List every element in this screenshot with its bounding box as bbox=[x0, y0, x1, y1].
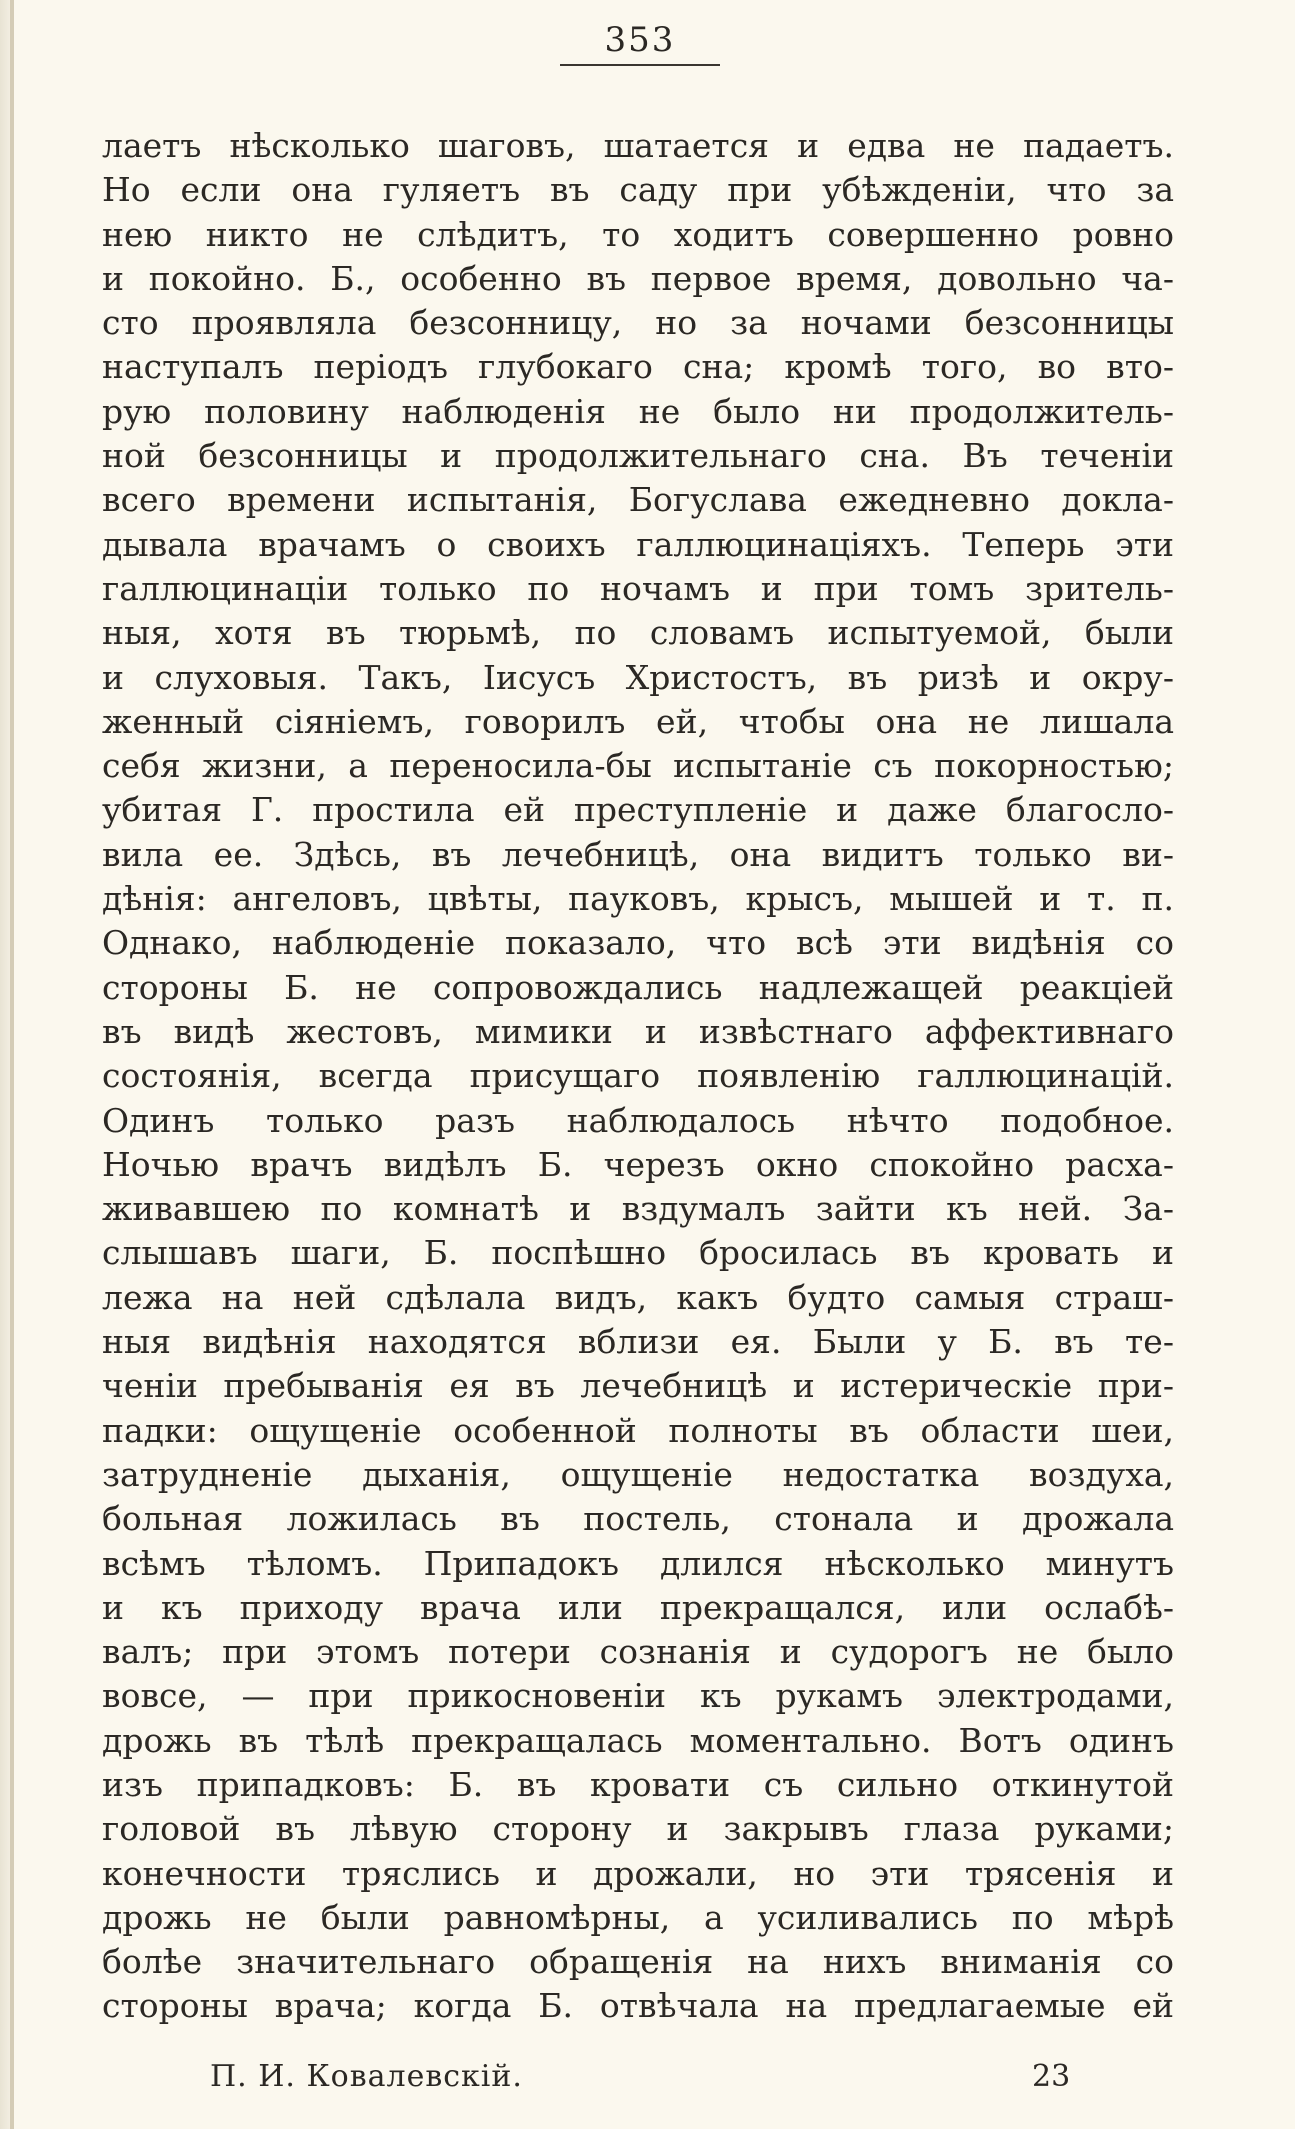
text-line: ныя, хотя въ тюрьмѣ, по словамъ испытуемой, были bbox=[102, 613, 1174, 653]
text-line: ченіи пребыванія ея въ лечебницѣ и истерическіе при- bbox=[102, 1366, 1174, 1406]
text-line: ной безсонницы и продолжительнаго сна. Въ теченіи bbox=[102, 436, 1174, 476]
text-line: затрудненіе дыханія, ощущеніе недостатка воздуха, bbox=[102, 1454, 1174, 1494]
text-line: болѣе значительнаго обращенія на нихъ вниманія со bbox=[102, 1942, 1174, 1982]
text-line: дывала врачамъ о своихъ галлюцинаціяхъ. Теперь эти bbox=[102, 524, 1174, 564]
text-line: лаетъ нѣсколько шаговъ, шатается и едва не падаетъ. bbox=[102, 126, 1174, 165]
text-line: женный сіяніемъ, говорилъ ей, чтобы она не лишала bbox=[102, 701, 1174, 741]
text-line: всего времени испытанія, Богуслава ежедневно докла- bbox=[102, 480, 1174, 520]
text-line: Ночью врачъ видѣлъ Б. черезъ окно спокойно расха- bbox=[102, 1144, 1174, 1184]
text-line: въ видѣ жестовъ, мимики и извѣстнаго аффективнаго bbox=[102, 1011, 1174, 1051]
text-line: дрожь въ тѣлѣ прекращалась моментально. Вотъ одинъ bbox=[102, 1720, 1174, 1760]
page-footer bbox=[210, 2055, 1110, 2099]
text-line: больная ложилась въ постель, стонала и дрожала bbox=[102, 1499, 1174, 1539]
text-line: лежа на ней сдѣлала видъ, какъ будто самыя страш- bbox=[102, 1277, 1174, 1317]
text-line: стороны Б. не сопровождались надлежащей реакціей bbox=[102, 967, 1174, 1007]
text-line: нею никто не слѣдитъ, то ходитъ совершенно ровно bbox=[102, 214, 1174, 254]
text-line: всѣмъ тѣломъ. Припадокъ длился нѣсколько минутъ bbox=[102, 1543, 1174, 1583]
footer-author: П. И. Ковалевскій. bbox=[210, 2059, 523, 2094]
text-line: ныя видѣнія находятся вблизи ея. Были у Б. въ те- bbox=[102, 1322, 1174, 1362]
text-line: сто проявляла безсонницу, но за ночами безсонницы bbox=[102, 303, 1174, 343]
text-line: слышавъ шаги, Б. поспѣшно бросилась въ кровать и bbox=[102, 1233, 1174, 1273]
text-line: и къ приходу врача или прекращался, или ослабѣ- bbox=[102, 1587, 1174, 1627]
signature-mark: 23 bbox=[1032, 2059, 1071, 2094]
text-line: Однако, наблюденіе показало, что всѣ эти видѣнія со bbox=[102, 923, 1174, 963]
page-number: 353 bbox=[560, 20, 720, 66]
text-line: валъ; при этомъ потери сознанія и судорогъ не было bbox=[102, 1632, 1174, 1672]
text-line: себя жизни, а переносила-бы испытаніе съ покорностью; bbox=[102, 746, 1174, 786]
text-line: стороны врача; когда Б. отвѣчала на предлагаемые ей bbox=[102, 1986, 1174, 2026]
text-line: падки: ощущеніе особенной полноты въ области шеи, bbox=[102, 1410, 1174, 1450]
text-line: состоянія, всегда присущаго появленію галлюцинацій. bbox=[102, 1056, 1174, 1096]
text-line: головой въ лѣвую сторону и закрывъ глаза руками; bbox=[102, 1809, 1174, 1849]
text-line: рую половину наблюденія не было ни продолжитель- bbox=[102, 391, 1174, 431]
body-text bbox=[102, 124, 1174, 2029]
text-line: конечности тряслись и дрожали, но эти трясенія и bbox=[102, 1853, 1174, 1893]
page-binding-rule bbox=[10, 0, 14, 2129]
text-line: дѣнія: ангеловъ, цвѣты, пауковъ, крысъ, мышей и т. п. bbox=[102, 879, 1174, 919]
text-line: живавшею по комнатѣ и вздумалъ зайти къ ней. За- bbox=[102, 1189, 1174, 1229]
text-line: Но если она гуляетъ въ саду при убѣжденіи, что за bbox=[102, 170, 1174, 210]
text-line: вовсе, — при прикосновеніи къ рукамъ электродами, bbox=[102, 1676, 1174, 1716]
text-line: Одинъ только разъ наблюдалось нѣчто подобное. bbox=[102, 1100, 1174, 1140]
text-line: галлюцинаціи только по ночамъ и при томъ зритель- bbox=[102, 568, 1174, 608]
text-line: вила ее. Здѣсь, въ лечебницѣ, она видитъ только ви- bbox=[102, 834, 1174, 874]
text-line: и слуховыя. Такъ, Іисусъ Христостъ, въ ризѣ и окру- bbox=[102, 657, 1174, 697]
text-line: наступалъ періодъ глубокаго сна; кромѣ того, во вто- bbox=[102, 347, 1174, 387]
text-line: убитая Г. простила ей преступленіе и даже благосло- bbox=[102, 790, 1174, 830]
text-line: изъ припадковъ: Б. въ кровати съ сильно откинутой bbox=[102, 1764, 1174, 1804]
text-line: дрожь не были равномѣрны, а усиливались по мѣрѣ bbox=[102, 1897, 1174, 1937]
text-line: и покойно. Б., особенно въ первое время, довольно ча- bbox=[102, 258, 1174, 298]
